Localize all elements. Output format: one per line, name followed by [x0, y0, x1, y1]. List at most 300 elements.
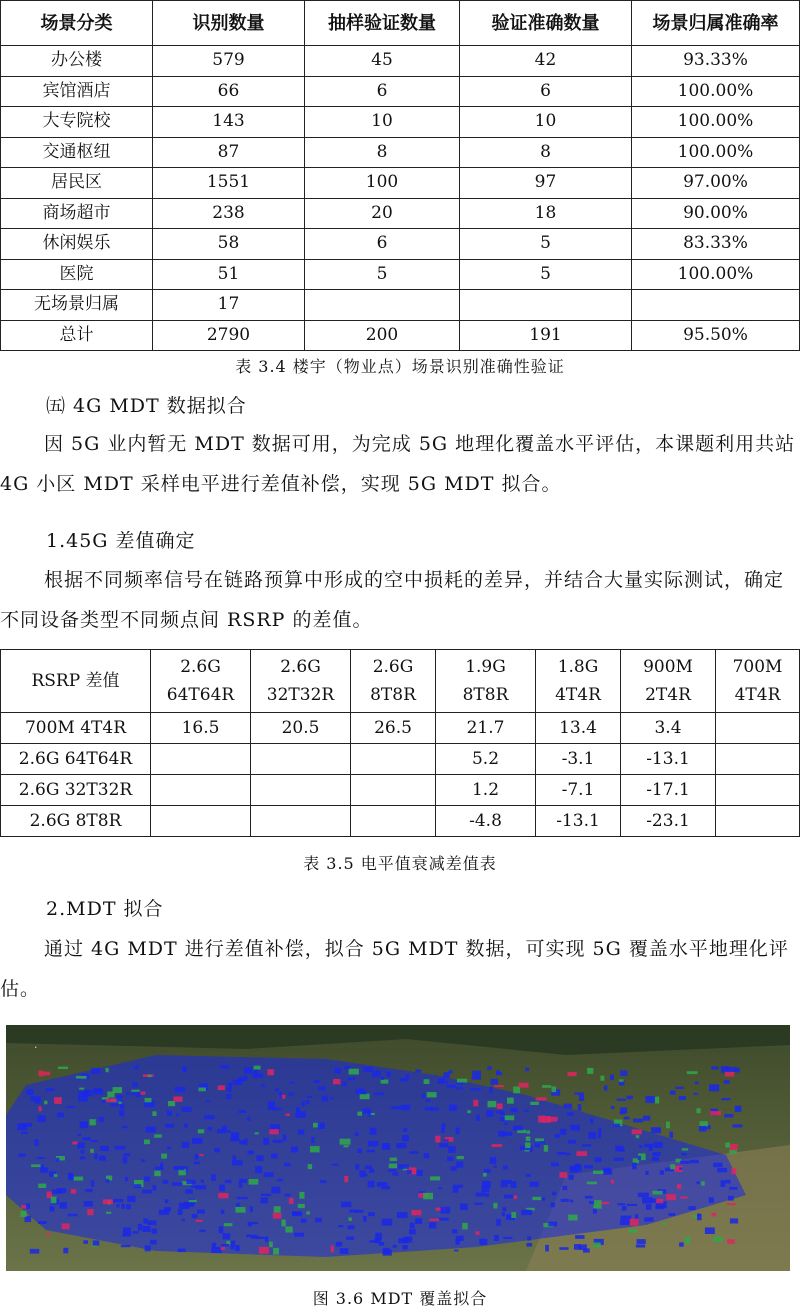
table-row [1, 46, 800, 77]
coverage-cell [311, 1137, 314, 1143]
coverage-cell [663, 1222, 667, 1225]
table-cell: 95.50% [632, 320, 800, 351]
coverage-cell [397, 1212, 408, 1218]
coverage-cell [725, 1072, 734, 1077]
coverage-cell [354, 1210, 363, 1213]
coverage-cell [503, 1166, 508, 1170]
col-recognized-count: 识别数量 [153, 1, 305, 46]
coverage-cell [122, 1126, 128, 1129]
coverage-cell [593, 1209, 597, 1214]
coverage-cell [308, 1164, 312, 1169]
band-column-header [151, 650, 251, 713]
coverage-cell [259, 1247, 269, 1254]
table-row [1, 744, 800, 775]
coverage-cell [526, 1174, 531, 1177]
coverage-cell [218, 1193, 228, 1198]
coverage-cell [479, 1239, 487, 1245]
table-cell: 45 [305, 46, 460, 77]
band-column-header [251, 650, 351, 713]
coverage-cell [344, 1066, 349, 1069]
coverage-cell [283, 1134, 287, 1141]
coverage-cell [633, 1119, 643, 1123]
row-label: 700M 4T4R [1, 713, 151, 744]
coverage-cell [410, 1151, 419, 1154]
coverage-cell [435, 1136, 440, 1143]
coverage-cell [127, 1196, 135, 1202]
coverage-cell [219, 1185, 225, 1192]
coverage-cell [232, 1160, 243, 1165]
coverage-cell [115, 1146, 126, 1150]
coverage-cell [617, 1203, 625, 1205]
coverage-cell [564, 1104, 573, 1109]
coverage-cell [145, 1246, 151, 1252]
coverage-cell [51, 1197, 57, 1204]
col-verified-count: 验证准确数量 [460, 1, 632, 46]
coverage-cell [282, 1220, 286, 1227]
coverage-cell [18, 1154, 26, 1157]
coverage-cell [403, 1237, 412, 1243]
coverage-cell [123, 1153, 130, 1156]
coverage-cell [646, 1204, 652, 1210]
coverage-cell [146, 1127, 156, 1133]
coverage-cell [368, 1141, 379, 1147]
coverage-cell [415, 1218, 422, 1224]
coverage-cell [579, 1244, 587, 1250]
map-label: · [34, 1041, 38, 1054]
coverage-cell [685, 1237, 691, 1243]
coverage-cell [593, 1206, 602, 1209]
table-cell: 20.5 [251, 713, 351, 744]
band-frequency: 2.6G [280, 657, 321, 677]
subsection-paragraph: 根据不同频率信号在链路预算中形成的空中损耗的差异，并结合大量实际测试，确定不同设备类型不同频点间 RSRP 的差值。 [0, 569, 785, 631]
coverage-cell [632, 1129, 642, 1134]
coverage-cell [179, 1203, 190, 1209]
coverage-cell [248, 1151, 254, 1155]
coverage-cell [502, 1207, 506, 1211]
coverage-cell [286, 1114, 290, 1117]
coverage-cell [536, 1097, 547, 1100]
coverage-cell [363, 1216, 367, 1222]
table-cell: -4.8 [436, 806, 536, 837]
coverage-cell [383, 1250, 392, 1256]
coverage-cell [182, 1066, 187, 1072]
table-cell: 100.00% [632, 107, 800, 138]
coverage-cell [26, 1203, 30, 1209]
coverage-cell [349, 1069, 359, 1075]
coverage-cell [132, 1231, 139, 1233]
coverage-cell [727, 1239, 735, 1243]
table-cell [305, 290, 460, 321]
coverage-cell [532, 1197, 541, 1200]
coverage-cell [585, 1196, 593, 1199]
table-cell: 1.2 [436, 775, 536, 806]
coverage-cell [77, 1142, 85, 1148]
table-cell: 无场景归属 [1, 290, 153, 321]
table-cell [351, 744, 436, 775]
mdt-coverage-map [6, 1025, 790, 1271]
table-row [1, 76, 800, 107]
coverage-cell [46, 1233, 50, 1235]
coverage-cell [398, 1164, 409, 1169]
coverage-cell [555, 1134, 560, 1138]
table-cell: 6 [305, 229, 460, 260]
coverage-cell [484, 1169, 491, 1173]
coverage-cell [37, 1115, 45, 1122]
coverage-cell [613, 1124, 620, 1127]
coverage-cell [135, 1065, 139, 1069]
coverage-cell [679, 1096, 686, 1100]
coverage-cell [161, 1154, 167, 1159]
table-cell: 100.00% [632, 76, 800, 107]
coverage-cell [274, 1206, 281, 1212]
coverage-cell [457, 1156, 464, 1159]
coverage-cell [568, 1072, 577, 1076]
coverage-cell [119, 1110, 124, 1116]
coverage-cell [182, 1219, 185, 1221]
coverage-cell [93, 1240, 99, 1245]
table-cell: 83.33% [632, 229, 800, 260]
coverage-cell [121, 1204, 125, 1209]
coverage-cell [381, 1080, 389, 1084]
coverage-cell [620, 1112, 625, 1115]
coverage-cell [131, 1093, 136, 1096]
coverage-cell [225, 1180, 232, 1183]
band-antenna: 32T32R [266, 685, 335, 705]
coverage-cell [318, 1086, 326, 1090]
coverage-cell [689, 1206, 696, 1210]
coverage-cell [530, 1182, 539, 1187]
coverage-cell [78, 1134, 81, 1136]
coverage-cell [526, 1210, 529, 1212]
coverage-cell [54, 1174, 58, 1177]
table-cell: 238 [153, 198, 305, 229]
coverage-cell [273, 1248, 279, 1255]
table-cell: 191 [460, 320, 632, 351]
coverage-cell [72, 1142, 78, 1145]
coverage-cell [382, 1219, 393, 1226]
coverage-cell [561, 1199, 570, 1202]
coverage-cell [666, 1194, 676, 1200]
table-cell: 100 [305, 168, 460, 199]
coverage-cell [570, 1125, 580, 1131]
coverage-cell [189, 1200, 197, 1202]
coverage-cell [269, 1242, 273, 1248]
coverage-cell [638, 1156, 641, 1160]
coverage-cell [514, 1195, 518, 1199]
table-cell: 大专院校 [1, 107, 153, 138]
coverage-cell [195, 1154, 199, 1159]
table-cell: 10 [460, 107, 632, 138]
coverage-cell [335, 1068, 341, 1074]
coverage-cell [58, 1067, 68, 1069]
coverage-cell [427, 1092, 437, 1097]
coverage-cell [144, 1140, 150, 1145]
coverage-cell [218, 1085, 225, 1090]
coverage-cell [231, 1241, 235, 1246]
coverage-cell [417, 1170, 423, 1176]
coverage-cell [222, 1126, 227, 1132]
coverage-cell [502, 1212, 505, 1216]
table-cell: 13.4 [536, 713, 621, 744]
coverage-cell [198, 1129, 204, 1133]
coverage-cell [120, 1104, 124, 1109]
coverage-cell [239, 1181, 243, 1187]
coverage-cell [386, 1072, 391, 1077]
coverage-cell [341, 1202, 351, 1208]
coverage-cell [22, 1123, 32, 1127]
coverage-cell [697, 1181, 700, 1184]
coverage-cell [101, 1100, 105, 1103]
coverage-cell [429, 1222, 436, 1228]
coverage-cell [196, 1220, 203, 1222]
coverage-cell [141, 1159, 144, 1162]
coverage-cell [526, 1243, 532, 1247]
coverage-cell [426, 1099, 431, 1102]
coverage-cell [155, 1167, 163, 1171]
coverage-cell [655, 1206, 664, 1210]
coverage-cell [206, 1100, 209, 1103]
coverage-cell [494, 1166, 497, 1168]
row-label: 2.6G 32T32R [1, 775, 151, 806]
coverage-cell [560, 1129, 566, 1135]
col-scene-category: 场景分类 [1, 1, 153, 46]
table-cell: 商场超市 [1, 198, 153, 229]
coverage-cell [732, 1168, 737, 1174]
coverage-cell [530, 1102, 539, 1105]
coverage-cell [485, 1193, 489, 1197]
table-cell: -17.1 [621, 775, 716, 806]
coverage-cell [619, 1079, 624, 1081]
coverage-cell [246, 1234, 251, 1237]
coverage-cell [557, 1152, 566, 1155]
table-cell: 18 [460, 198, 632, 229]
band-antenna: 64T64R [166, 685, 235, 705]
table-cell: 5.2 [436, 744, 536, 775]
table-cell [716, 744, 800, 775]
table-cell: 8 [460, 137, 632, 168]
rsrp-corner-header: RSRP 差值 [1, 650, 151, 713]
coverage-cell [627, 1204, 637, 1206]
coverage-cell [233, 1080, 242, 1085]
coverage-cell [568, 1140, 576, 1144]
coverage-cell [285, 1194, 291, 1197]
coverage-cell [214, 1148, 220, 1152]
coverage-cell [582, 1144, 591, 1146]
coverage-cell [710, 1111, 721, 1115]
coverage-cell [299, 1192, 304, 1199]
coverage-cell [381, 1186, 390, 1189]
subsection-paragraph-2: 通过 4G MDT 进行差值补偿，拟合 5G MDT 数据，可实现 5G 覆盖水平地理化评估。 [0, 938, 789, 1000]
coverage-cell [570, 1166, 579, 1172]
subsection-heading-mdt-fit: 2.MDT 拟合 [46, 898, 164, 920]
table-cell: -3.1 [536, 744, 621, 775]
coverage-cell [318, 1123, 325, 1129]
band-column-header [436, 650, 536, 713]
coverage-cell [728, 1196, 734, 1201]
table-cell: 17 [153, 290, 305, 321]
coverage-cell [614, 1158, 624, 1161]
coverage-cell [224, 1223, 233, 1226]
coverage-cell [457, 1079, 467, 1083]
coverage-cell [60, 1202, 67, 1209]
coverage-cell [481, 1186, 489, 1193]
coverage-cell [298, 1130, 305, 1135]
coverage-cell [255, 1132, 259, 1134]
row-label: 2.6G 8T8R [1, 806, 151, 837]
coverage-cell [144, 1177, 150, 1182]
coverage-cell [447, 1157, 454, 1162]
coverage-cell [697, 1214, 702, 1220]
coverage-cell [363, 1067, 373, 1072]
coverage-cell [370, 1128, 377, 1135]
table-cell: 总计 [1, 320, 153, 351]
coverage-cell [145, 1098, 152, 1102]
coverage-cell [100, 1146, 109, 1151]
band-column-header [351, 650, 436, 713]
coverage-cell [136, 1093, 141, 1097]
coverage-cell [548, 1222, 557, 1227]
table-cell [460, 290, 632, 321]
coverage-cell [620, 1070, 627, 1076]
coverage-cell [191, 1186, 202, 1189]
coverage-cell [254, 1066, 261, 1070]
coverage-cell [600, 1076, 604, 1081]
coverage-cell [80, 1157, 86, 1160]
coverage-cell [559, 1172, 567, 1178]
coverage-cell [547, 1117, 557, 1122]
coverage-cell [448, 1146, 455, 1153]
table-row [1, 259, 800, 290]
table-cell: -13.1 [536, 806, 621, 837]
band-antenna: 4T4R [555, 685, 601, 705]
coverage-cell [391, 1106, 401, 1109]
coverage-cell [235, 1245, 239, 1247]
coverage-cell [302, 1101, 306, 1107]
coverage-cell [360, 1091, 366, 1094]
coverage-cell [472, 1071, 481, 1078]
coverage-cell [567, 1112, 573, 1115]
table-cell [716, 775, 800, 806]
table-cell [716, 806, 800, 837]
table-3-5-caption: 表 3.5 电平值衰减差值表 [303, 854, 497, 873]
coverage-cell [400, 1078, 408, 1081]
band-frequency: 1.9G [465, 657, 506, 677]
coverage-cell [620, 1220, 630, 1225]
coverage-cell [221, 1210, 225, 1215]
coverage-cell [644, 1144, 654, 1148]
table-cell: 5 [305, 259, 460, 290]
coverage-cell [489, 1087, 492, 1093]
coverage-cell [131, 1090, 139, 1092]
coverage-cell [219, 1226, 224, 1233]
coverage-cell [680, 1161, 689, 1164]
coverage-cell [251, 1237, 260, 1239]
coverage-cell [732, 1124, 742, 1127]
coverage-cell [449, 1105, 457, 1111]
coverage-cell [89, 1119, 95, 1125]
coverage-cell [265, 1237, 268, 1243]
coverage-cell [288, 1093, 293, 1096]
coverage-cell [525, 1110, 529, 1112]
table-row [1, 713, 800, 744]
table-cell: 16.5 [151, 713, 251, 744]
band-column-header [536, 650, 621, 713]
coverage-cell [298, 1204, 305, 1208]
coverage-cell [84, 1090, 93, 1096]
coverage-cell [476, 1115, 480, 1121]
coverage-cell [270, 1124, 280, 1129]
coverage-cell [273, 1213, 282, 1219]
coverage-cell [238, 1110, 246, 1113]
coverage-cell [78, 1096, 88, 1102]
coverage-cell [344, 1176, 348, 1182]
table-cell: 66 [153, 76, 305, 107]
coverage-cell [390, 1158, 397, 1161]
coverage-cell [154, 1134, 162, 1137]
coverage-cell [382, 1143, 390, 1150]
table-cell: 58 [153, 229, 305, 260]
coverage-cell [624, 1117, 630, 1120]
coverage-cell [725, 1180, 730, 1184]
coverage-cell [338, 1225, 343, 1227]
coverage-cell [639, 1145, 642, 1148]
coverage-cell [711, 1066, 718, 1069]
coverage-cell [525, 1068, 529, 1072]
coverage-cell [93, 1088, 101, 1092]
coverage-cell [496, 1111, 505, 1114]
coverage-cell [43, 1072, 50, 1076]
coverage-cell [493, 1203, 497, 1209]
coverage-cell [513, 1126, 523, 1131]
coverage-cell [255, 1166, 262, 1173]
coverage-cell [699, 1126, 707, 1132]
coverage-cell [568, 1215, 577, 1221]
coverage-cell [630, 1219, 639, 1226]
table-cell: 200 [305, 320, 460, 351]
table-3-4-caption: 表 3.4 楼宇（物业点）场景识别准确性验证 [235, 357, 565, 376]
coverage-cell [307, 1096, 312, 1098]
coverage-cell [154, 1171, 160, 1177]
coverage-cell [503, 1237, 512, 1239]
coverage-cell [150, 1240, 157, 1245]
table-cell: 100.00% [632, 137, 800, 168]
coverage-cell [388, 1169, 396, 1172]
coverage-cell [660, 1170, 664, 1174]
coverage-cell [50, 1206, 53, 1210]
table-cell [251, 744, 351, 775]
table-cell: 97.00% [632, 168, 800, 199]
coverage-cell [176, 1114, 180, 1117]
coverage-cell [84, 1201, 93, 1207]
coverage-cell [277, 1179, 283, 1182]
band-antenna: 8T8R [462, 685, 509, 705]
coverage-cell [226, 1094, 231, 1099]
coverage-cell [192, 1138, 203, 1144]
table-cell: 办公楼 [1, 46, 153, 77]
coverage-cell [726, 1067, 736, 1072]
coverage-cell [292, 1212, 302, 1215]
table-cell [251, 806, 351, 837]
coverage-cell [540, 1141, 546, 1144]
coverage-cell [204, 1115, 214, 1119]
coverage-cell [340, 1248, 349, 1254]
coverage-cell [567, 1153, 571, 1156]
coverage-cell [670, 1132, 674, 1138]
coverage-cell [71, 1189, 76, 1194]
coverage-cell [267, 1107, 275, 1110]
coverage-cell [231, 1132, 239, 1139]
coverage-cell [233, 1155, 237, 1160]
